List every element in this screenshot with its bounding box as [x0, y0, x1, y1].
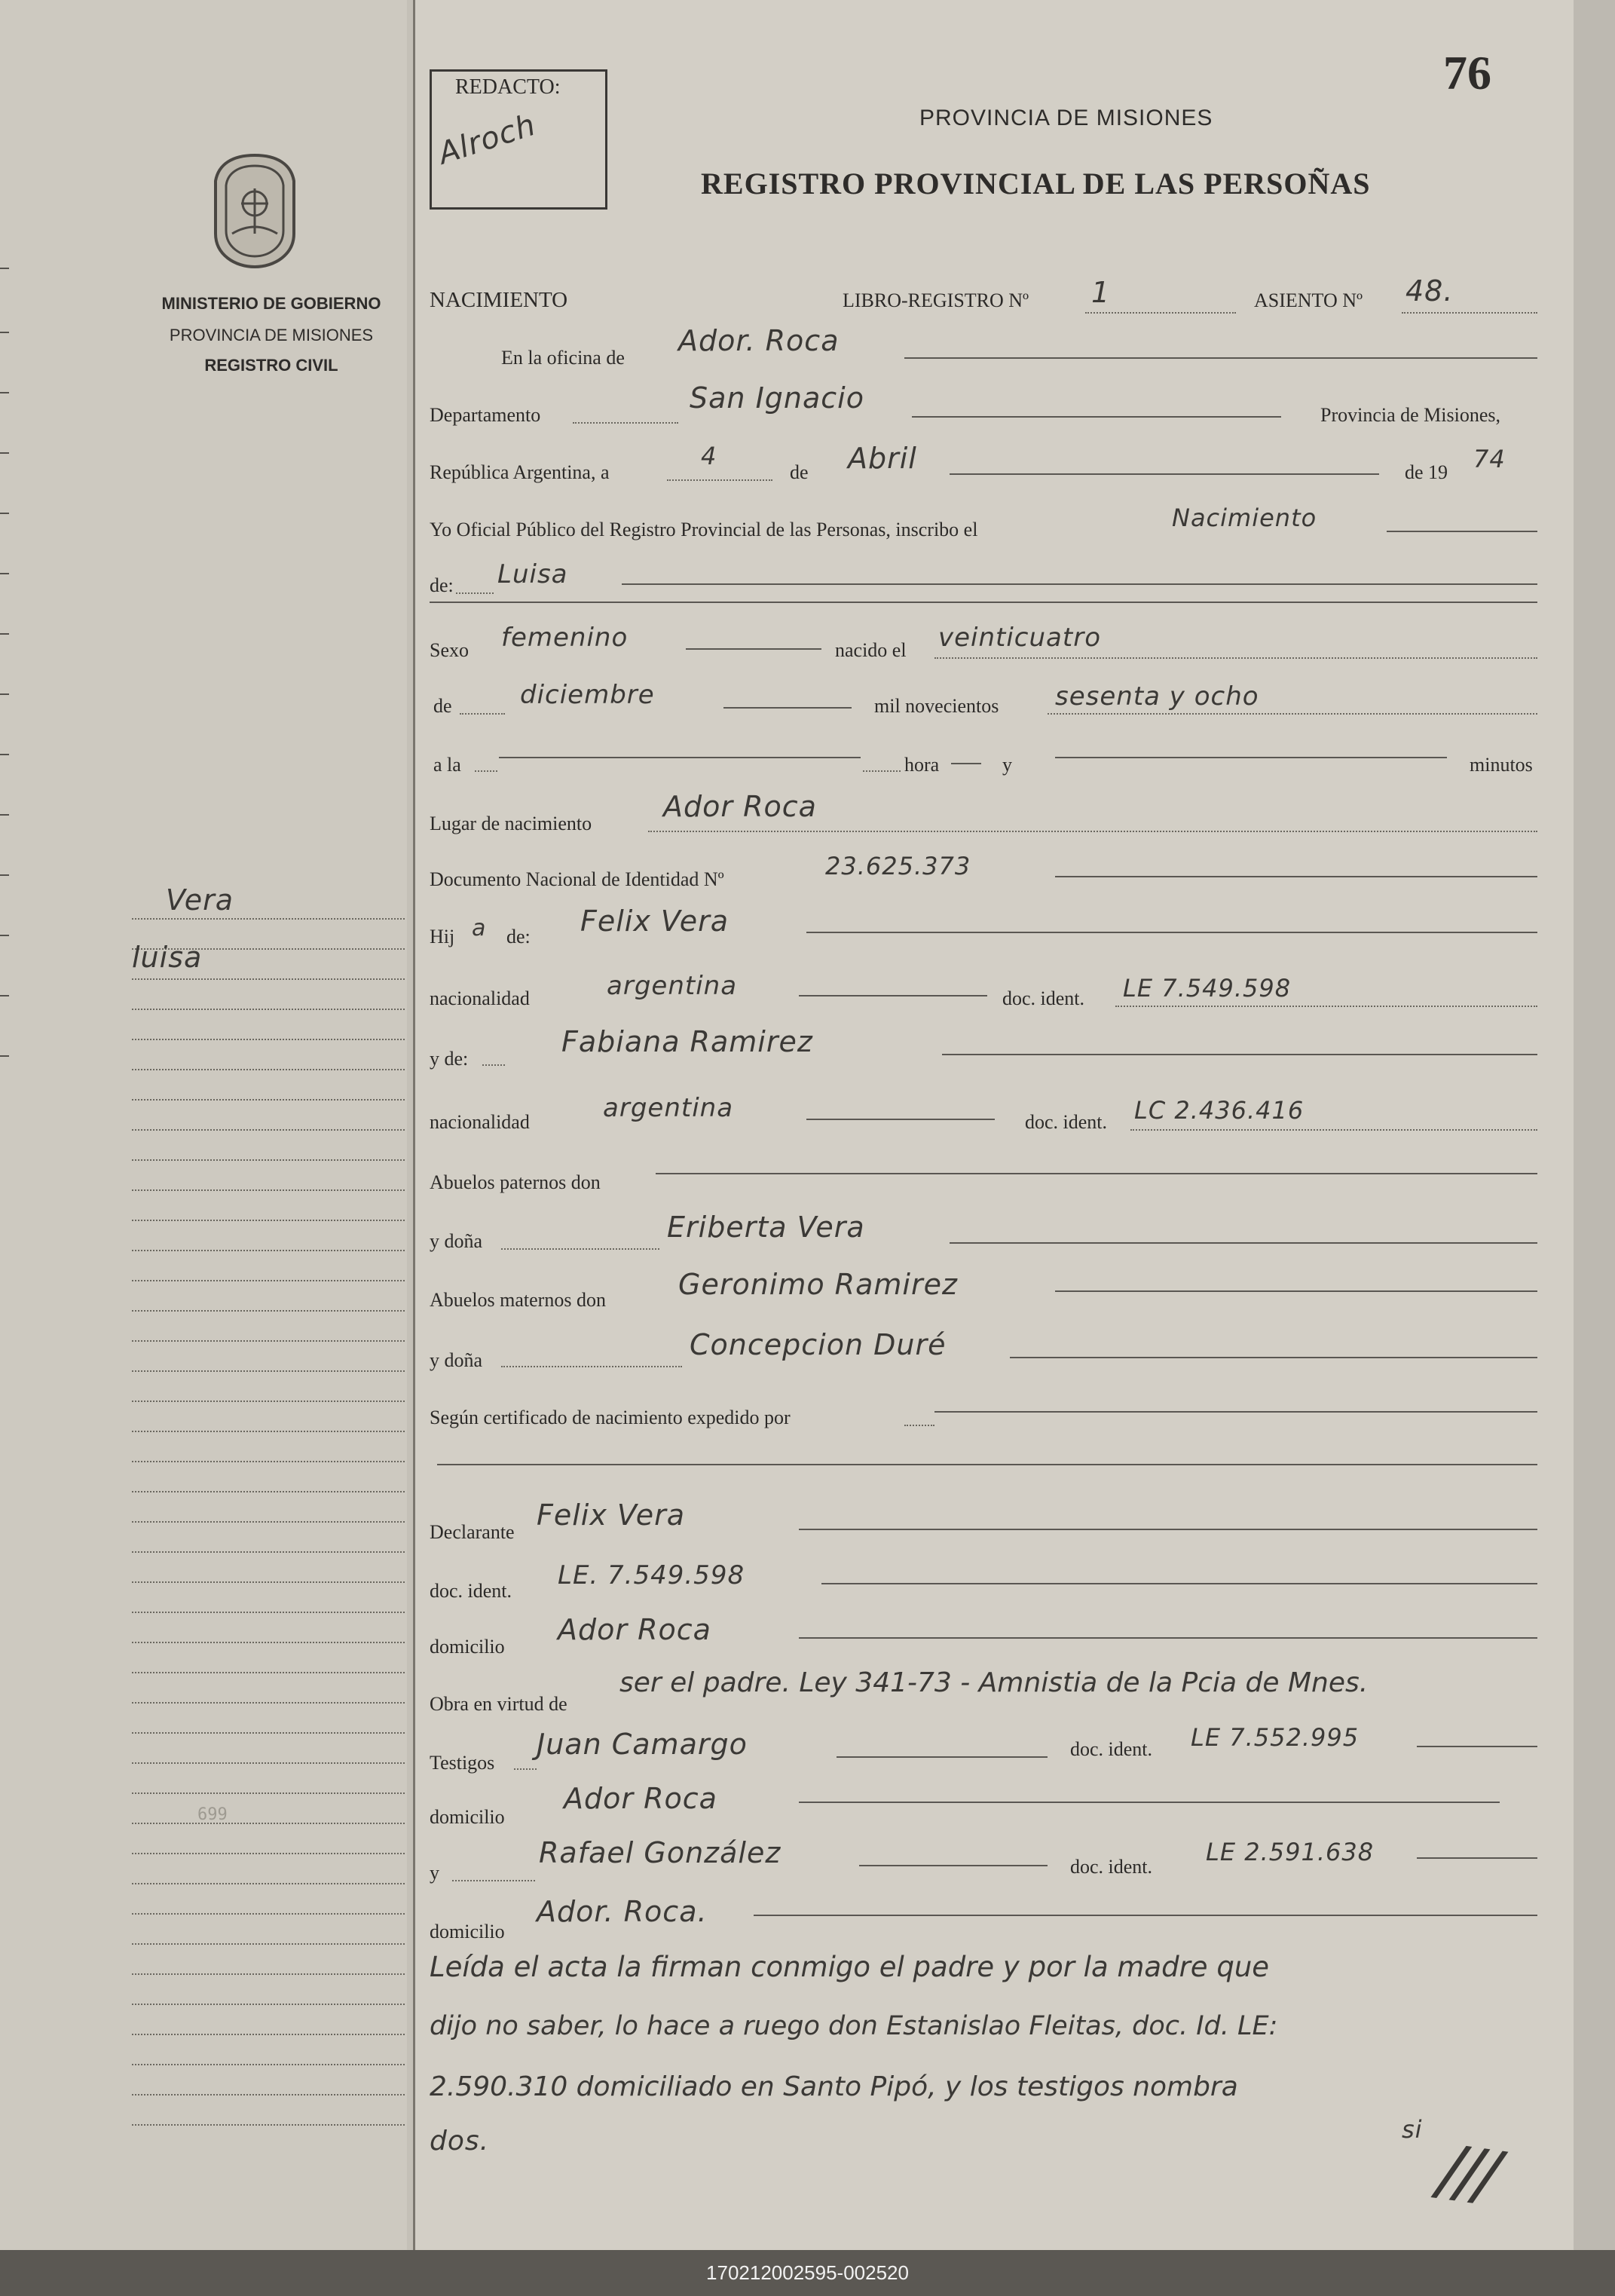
margin-dotted-line: [132, 1521, 405, 1523]
margin-dotted-line: [132, 2064, 405, 2065]
redacto-label: REDACTO:: [455, 75, 561, 99]
sexo-label: Sexo: [430, 639, 469, 661]
edge-tick: [0, 693, 9, 695]
margin-dotted-line: [132, 1612, 405, 1613]
margin-dotted-line: [132, 1039, 405, 1040]
margin-faint-mark: 699: [197, 1805, 228, 1824]
edge-tick: [0, 754, 9, 755]
margin-dotted-line: [132, 1461, 405, 1462]
y-label: y: [1002, 754, 1012, 776]
margin-dotted-line: [132, 2034, 405, 2035]
margin-dotted-line: [132, 1009, 405, 1010]
margin-line: [413, 0, 415, 2250]
nacido-value: veinticuatro: [938, 623, 1101, 653]
margin-dotted-line: [132, 1401, 405, 1402]
yo-oficial-label: Yo Oficial Público del Registro Provincial de las Personas, inscribo el: [430, 519, 978, 540]
margin-dotted-line: [132, 1069, 405, 1070]
libro-value: 1: [1091, 276, 1111, 309]
binding-strip: [407, 0, 413, 2250]
registry-header: REGISTRO PROVINCIAL DE LAS PERSOÑAS: [701, 167, 1371, 201]
doc-ident-1-label: doc. ident.: [1002, 987, 1085, 1009]
margin-dotted-line: [132, 1159, 405, 1161]
nota-si: si: [1402, 2115, 1423, 2144]
margin-dotted-line: [132, 2124, 405, 2126]
margin-dotted-line: [132, 1220, 405, 1221]
margin-dotted-line: [132, 1551, 405, 1553]
margin-dotted-line: [132, 1792, 405, 1794]
signature-strokes: ///: [1434, 2129, 1500, 2216]
de-label: de: [790, 461, 809, 483]
margin-dotted-line: [132, 1762, 405, 1764]
doc-declarante-label: doc. ident.: [430, 1580, 512, 1602]
departamento-value: San Ignacio: [690, 381, 864, 415]
a-la-label: a la: [433, 754, 461, 776]
margin-dotted-line: [132, 1431, 405, 1432]
edge-tick: [0, 268, 9, 269]
persona-value: Luisa: [497, 559, 568, 589]
doc-testigo-2-value: LE 2.591.638: [1206, 1838, 1375, 1866]
nacido-label: nacido el: [835, 639, 907, 661]
y-testigo-label: y: [430, 1862, 439, 1884]
margin-dotted-line: [132, 1672, 405, 1673]
y-dona-1-label: y doña: [430, 1230, 483, 1252]
sheet-edge: [1574, 0, 1615, 2250]
domicilio-3-label: domicilio: [430, 1921, 505, 1942]
nota-line-2: dijo no saber, lo hace a ruego don Estanislao Fleitas, doc. Id. LE:: [430, 2011, 1278, 2041]
doc-declarante-value: LE. 7.549.598: [558, 1560, 745, 1590]
page-number: 76: [1443, 46, 1491, 99]
margin-dotted-line: [132, 1280, 405, 1281]
declarante-value: Felix Vera: [537, 1499, 685, 1532]
nacionalidad-1-value: argentina: [607, 971, 738, 1001]
padre-value: Felix Vera: [580, 905, 729, 938]
ministry-title: MINISTERIO DE GOBIERNO: [161, 294, 381, 313]
margin-dotted-line: [132, 1310, 405, 1312]
margin-note-name: luisa: [132, 941, 203, 974]
margin-dotted-line: [132, 1943, 405, 1945]
edge-tick: [0, 633, 9, 635]
domicilio-1-value: Ador Roca: [558, 1613, 711, 1646]
image-id-footer: 170212002595-002520: [0, 2250, 1615, 2296]
margin-dotted-line: [132, 1913, 405, 1915]
margin-dotted-line: [132, 1642, 405, 1643]
nacimiento-label: NACIMIENTO: [430, 288, 568, 312]
edge-tick: [0, 452, 9, 454]
provincia-label: Provincia de Misiones,: [1320, 404, 1501, 426]
de-persona-label: de:: [430, 574, 454, 596]
hij-de-label: de:: [506, 926, 531, 947]
doc-testigo-1-label: doc. ident.: [1070, 1738, 1153, 1760]
margin-dotted-line: [132, 918, 405, 920]
de-mes-label: de: [433, 695, 452, 717]
lugar-value: Ador Roca: [663, 790, 817, 823]
minutos-label: minutos: [1470, 754, 1533, 776]
margin-dotted-line: [132, 978, 405, 980]
y-de-label: y de:: [430, 1048, 469, 1070]
abuelos-maternos-value: Geronimo Ramirez: [678, 1268, 958, 1301]
edge-tick: [0, 513, 9, 514]
mes-nacimiento-value: diciembre: [520, 680, 655, 710]
yo-oficial-value: Nacimiento: [1172, 504, 1317, 532]
republica-label: República Argentina, a: [430, 461, 610, 483]
edge-tick: [0, 392, 9, 393]
dni-label: Documento Nacional de Identidad Nº: [430, 868, 724, 890]
dia-value: 4: [701, 442, 717, 470]
lugar-label: Lugar de nacimiento: [430, 813, 592, 834]
nacionalidad-2-value: argentina: [603, 1093, 734, 1123]
hora-label: hora: [904, 754, 940, 776]
province-header: PROVINCIA DE MISIONES: [919, 106, 1213, 130]
oficina-label: En la oficina de: [501, 347, 625, 369]
mil-novecientos-value: sesenta y ocho: [1055, 681, 1259, 712]
libro-label: LIBRO-REGISTRO Nº: [843, 289, 1029, 311]
anio-label: de 19: [1405, 461, 1448, 483]
margin-dotted-line: [132, 1732, 405, 1734]
anio-value: 74: [1473, 445, 1506, 473]
seal-emblem-icon: [202, 151, 307, 271]
margin-dotted-line: [132, 1883, 405, 1884]
doc-ident-2-label: doc. ident.: [1025, 1111, 1108, 1133]
dni-value: 23.625.373: [825, 852, 971, 880]
province-subtitle: PROVINCIA DE MISIONES: [169, 326, 374, 344]
doc-ident-2-value: LC 2.436.416: [1134, 1096, 1305, 1125]
domicilio-2-label: domicilio: [430, 1806, 505, 1828]
mes-value: Abril: [848, 442, 917, 475]
doc-ident-1-value: LE 7.549.598: [1123, 974, 1292, 1003]
margin-dotted-line: [132, 1853, 405, 1854]
mil-novecientos-label: mil novecientos: [874, 695, 999, 717]
civil-registry-subtitle: REGISTRO CIVIL: [204, 356, 338, 375]
departamento-label: Departamento: [430, 404, 541, 426]
testigos-label: Testigos: [430, 1752, 495, 1774]
abuelos-paternos-label: Abuelos paternos don: [430, 1171, 601, 1193]
obra-label: Obra en virtud de: [430, 1693, 567, 1715]
margin-dotted-line: [132, 1702, 405, 1704]
edge-tick: [0, 995, 9, 996]
margin-dotted-line: [132, 1581, 405, 1583]
redacto-signature: Alroch: [434, 107, 540, 172]
domicilio-2-value: Ador Roca: [564, 1782, 717, 1815]
margin-dotted-line: [132, 1973, 405, 1975]
testigo-1-value: Juan Camargo: [537, 1728, 748, 1761]
obra-value: ser el padre. Ley 341-73 - Amnistia de la Pcia de Mnes.: [619, 1667, 1369, 1698]
edge-tick: [0, 935, 9, 936]
margin-dotted-line: [132, 2004, 405, 2005]
oficina-value: Ador. Roca: [678, 324, 840, 357]
edge-tick: [0, 573, 9, 574]
margin-dotted-line: [132, 1491, 405, 1492]
sexo-value: femenino: [501, 623, 629, 653]
hij-label: Hij: [430, 926, 455, 947]
y-dona-1-value: Eriberta Vera: [667, 1211, 865, 1244]
nota-line-1: Leída el acta la firman conmigo el padre y por la madre que: [430, 1951, 1270, 1983]
margin-dotted-line: [132, 1340, 405, 1342]
asiento-label: ASIENTO Nº: [1254, 289, 1363, 311]
asiento-value: 48.: [1405, 274, 1454, 308]
nota-line-4: dos.: [430, 2126, 490, 2157]
margin-dotted-line: [132, 1189, 405, 1191]
y-dona-2-value: Concepcion Duré: [690, 1328, 947, 1361]
margin-dotted-line: [132, 2094, 405, 2095]
margin-dotted-line: [132, 1823, 405, 1824]
domicilio-3-value: Ador. Roca.: [537, 1895, 708, 1928]
edge-tick: [0, 1055, 9, 1057]
hij-suffix: a: [472, 915, 487, 941]
y-dona-2-label: y doña: [430, 1349, 483, 1371]
margin-dotted-line: [132, 1370, 405, 1372]
nacionalidad-2-label: nacionalidad: [430, 1111, 530, 1133]
edge-tick: [0, 332, 9, 333]
margin-dotted-line: [132, 1099, 405, 1101]
segun-certificado-label: Según certificado de nacimiento expedido por: [430, 1407, 791, 1428]
testigo-2-value: Rafael González: [539, 1836, 782, 1869]
doc-testigo-1-value: LE 7.552.995: [1191, 1723, 1360, 1752]
margin-note-surname: Vera: [166, 883, 234, 917]
domicilio-1-label: domicilio: [430, 1636, 505, 1658]
nacionalidad-1-label: nacionalidad: [430, 987, 530, 1009]
margin-dotted-line: [132, 1250, 405, 1251]
doc-testigo-2-label: doc. ident.: [1070, 1856, 1153, 1878]
edge-tick: [0, 814, 9, 816]
nota-line-3: 2.590.310 domiciliado en Santo Pipó, y los testigos nombra: [430, 2071, 1238, 2102]
margin-dotted-line: [132, 1129, 405, 1131]
abuelos-maternos-label: Abuelos maternos don: [430, 1289, 606, 1311]
madre-value: Fabiana Ramirez: [561, 1025, 813, 1058]
edge-tick: [0, 874, 9, 876]
declarante-label: Declarante: [430, 1521, 515, 1543]
